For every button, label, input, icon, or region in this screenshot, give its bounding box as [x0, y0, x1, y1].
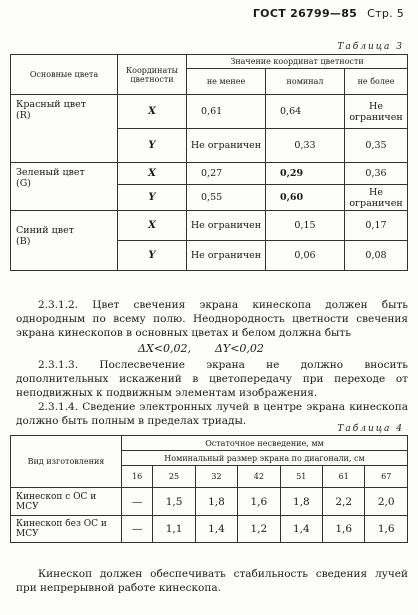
- size-header: 67: [365, 466, 408, 488]
- coord-label: X: [118, 211, 187, 241]
- value-cell: 0,60: [266, 185, 345, 211]
- value-cell: 0,27: [187, 163, 266, 185]
- value-cell: 1,4: [195, 516, 237, 543]
- page-number: Стр. 5: [367, 7, 404, 20]
- row-name: Кинескоп без ОС и МСУ: [11, 516, 122, 543]
- size-header: 25: [153, 466, 195, 488]
- value-cell: Не ограничен: [345, 185, 408, 211]
- size-header: 61: [323, 466, 365, 488]
- chromaticity-table: [10, 54, 408, 271]
- value-cell: 0,35: [345, 129, 408, 163]
- color-code: (R): [16, 110, 31, 121]
- value-cell: 1,8: [195, 488, 237, 516]
- table-row: [11, 211, 408, 241]
- table-row: [11, 516, 408, 543]
- color-name-blue: [11, 211, 118, 271]
- standard-number: ГОСТ 26799—85: [252, 7, 358, 20]
- value-cell: Не ограничен: [187, 129, 266, 163]
- value-cell: Не ограничен: [345, 95, 408, 129]
- table4-caption: Таблица 4: [337, 424, 404, 434]
- value-cell: Не ограничен: [187, 211, 266, 241]
- color-label: Зеленый цвет: [16, 167, 85, 178]
- value-cell: 2,0: [365, 488, 408, 516]
- table3-caption: Таблица 3: [337, 42, 404, 52]
- value-cell: 1,2: [238, 516, 280, 543]
- value-cell: 2,2: [323, 488, 365, 516]
- paragraph-2-3-1-4: 2.3.1.4. Сведение электронных лучей в центре экрана кинескопа должно быть полным в пределах триады.: [16, 401, 408, 427]
- coord-label: Y: [118, 129, 187, 163]
- col-screen-size: Номинальный размер экрана по диагонали, см: [122, 451, 408, 466]
- col-group-misconvergence: Остаточное несведение, мм: [122, 436, 408, 451]
- value-cell: 1,4: [280, 516, 322, 543]
- size-header: 42: [238, 466, 280, 488]
- color-code: (B): [16, 236, 31, 247]
- value-cell: 0,17: [345, 211, 408, 241]
- coord-label: X: [118, 95, 187, 129]
- table-row: [11, 163, 408, 185]
- color-name-red: [11, 95, 118, 163]
- value-cell: 0,64: [266, 95, 345, 129]
- coord-label: Y: [118, 241, 187, 271]
- value-cell: 0,36: [345, 163, 408, 185]
- value-cell: 0,08: [345, 241, 408, 271]
- col-nom: номинал: [266, 69, 345, 95]
- value-cell: 0,15: [266, 211, 345, 241]
- coord-label: Y: [118, 185, 187, 211]
- paragraph-2-3-1-2: 2.3.1.2. Цвет свечения экрана кинескопа должен быть однородным по всему полю. Неоднородность цветности свечения экрана кинескопов в основных цветах и белом должна быть: [16, 299, 408, 339]
- color-label: Красный цвет: [16, 99, 86, 110]
- value-cell: 0,61: [187, 95, 266, 129]
- value-cell: 0,06: [266, 241, 345, 271]
- size-header: 51: [280, 466, 322, 488]
- coord-label: X: [118, 163, 187, 185]
- col-type: Вид изготовления: [11, 436, 122, 488]
- row-name: Кинескоп с ОС и МСУ: [11, 488, 122, 516]
- paragraph-stability: Кинескоп должен обеспечивать стабильность сведения лучей при непрерывной работе кинескопа.: [16, 568, 408, 594]
- value-cell: 1,5: [153, 488, 195, 516]
- table-row: [11, 488, 408, 516]
- col-max: не более: [345, 69, 408, 95]
- col-group-values: Значение координат цветности: [187, 55, 408, 69]
- color-label: Синий цвет: [16, 225, 74, 236]
- color-name-green: [11, 163, 118, 211]
- value-cell: —: [122, 488, 153, 516]
- value-cell: 1,8: [280, 488, 322, 516]
- value-cell: —: [122, 516, 153, 543]
- page-header: [253, 7, 404, 20]
- value-cell: 0,29: [266, 163, 345, 185]
- color-code: (G): [16, 178, 32, 189]
- size-header: 16: [122, 466, 153, 488]
- paragraph-2-3-1-3: 2.3.1.3. Послесвечение экрана не должно вносить дополнительных искажений в цветопередачу при переходе от неподвижных к подвижным элементам изображения.: [16, 359, 408, 399]
- value-cell: 1,1: [153, 516, 195, 543]
- misconvergence-table: [10, 435, 408, 543]
- col-coordinates: Координаты цветности: [118, 55, 187, 95]
- value-cell: 0,33: [266, 129, 345, 163]
- value-cell: 1,6: [323, 516, 365, 543]
- formula-dy: ΔY<0,02: [214, 342, 264, 355]
- formula-dx: ΔX<0,02,: [138, 342, 191, 355]
- formula: [138, 342, 288, 355]
- size-header: 32: [195, 466, 237, 488]
- value-cell: 1,6: [365, 516, 408, 543]
- value-cell: Не ограничен: [187, 241, 266, 271]
- value-cell: 0,55: [187, 185, 266, 211]
- col-base-colors: Основные цвета: [11, 55, 118, 95]
- table-row: [11, 95, 408, 129]
- col-min: не менее: [187, 69, 266, 95]
- value-cell: 1,6: [238, 488, 280, 516]
